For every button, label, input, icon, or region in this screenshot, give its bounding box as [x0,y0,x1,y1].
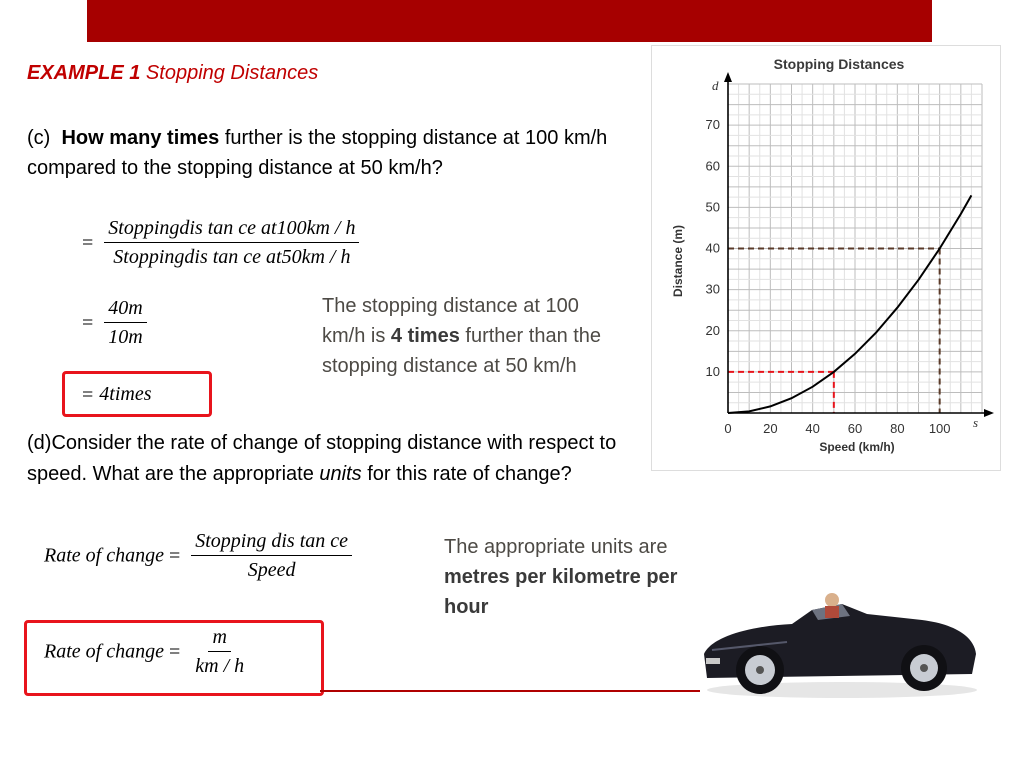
rate-label: Rate of change [44,544,164,567]
rate-denominator: Speed [247,559,296,581]
example-topic: Stopping Distances [145,62,319,84]
title-banner [87,0,932,42]
x-tick-label: 80 [890,421,905,436]
units-numerator: m [208,626,230,652]
slide-title [27,62,318,85]
equation-values-numerator: 40m [104,297,146,323]
y-tick-label: 10 [705,363,720,379]
units-denominator: km / h [195,655,245,677]
y-axis-arrow [724,72,732,82]
y-tick-label: 20 [705,322,720,338]
y-axis-letter: d [712,78,719,93]
note-c-bold: 4 times [390,325,460,347]
chart-title: Stopping Distances [773,56,905,72]
equation-rate-definition: Rate of change = $\frac{\text{Stopping dis tan ce}}{\text{Speed}}$ [44,530,352,582]
note-d: The appropriate units are metres per kilometre per hour [444,536,678,618]
example-label: EXAMPLE 1 [27,62,141,84]
x-axis-label: Speed (km/h) [819,440,895,454]
equation-answer-c: = 4times [82,383,152,406]
equation-ratio-speeds: = $\frac{\text{Stoppingdis tan ce at100km / h}}{\text{Stoppingdis tan ce at50km / h}}$ [82,217,359,269]
x-axis-arrow [984,409,994,417]
x-tick-label: 100 [928,421,951,436]
equation-ratio-denominator: Stoppingdis tan ce at50km / h [113,246,351,268]
divider-line [320,690,700,692]
question-d: (d)Consider the rate of change of stopping distance with respect to speed. What are the appropriate units for this rate of change? [27,432,617,485]
y-tick-label: 60 [705,158,720,174]
equation-rate-units: Rate of change = $\frac{m}{km / h}$ [44,626,248,678]
stopping-distance-chart [651,45,1001,471]
equation-ratio-values: = $\frac{40m}{10m}$ [82,297,147,349]
x-tick-label: 40 [805,421,820,436]
y-tick-label: 30 [705,281,720,297]
note-d-bold: metres per kilometre per hour [444,566,678,618]
chart-svg [652,46,1000,470]
x-axis-letter: s [973,415,979,430]
y-axis-label: Distance (m) [671,224,685,298]
x-tick-label: 60 [847,421,863,436]
question-d-prefix: (d) [27,432,52,454]
rate-numerator: Stopping dis tan ce [191,530,352,556]
y-tick-label: 40 [705,240,720,256]
note-c: The stopping distance at 100 km/h is 4 times further than the stopping distance at 50 km/h [322,295,602,377]
x-tick-label: 20 [763,421,778,436]
equation-values-denominator: 10m [108,326,143,348]
y-tick-label: 70 [705,117,720,133]
x-tick-label: 0 [724,421,732,436]
equation-ratio-numerator: Stoppingdis tan ce at100km / h [104,217,359,243]
convertible-car-image [692,580,982,700]
y-tick-label: 50 [705,199,720,215]
answer-c-value: 4times [99,383,152,405]
question-d-italic: units [319,463,362,485]
question-c-prefix: (c) [27,127,51,149]
question-c-bold: How many times [61,127,220,149]
question-c-text: further is the stopping distance at 100 km/h compared to the stopping distance at 50 km/h? [27,127,608,179]
question-c [27,123,637,183]
